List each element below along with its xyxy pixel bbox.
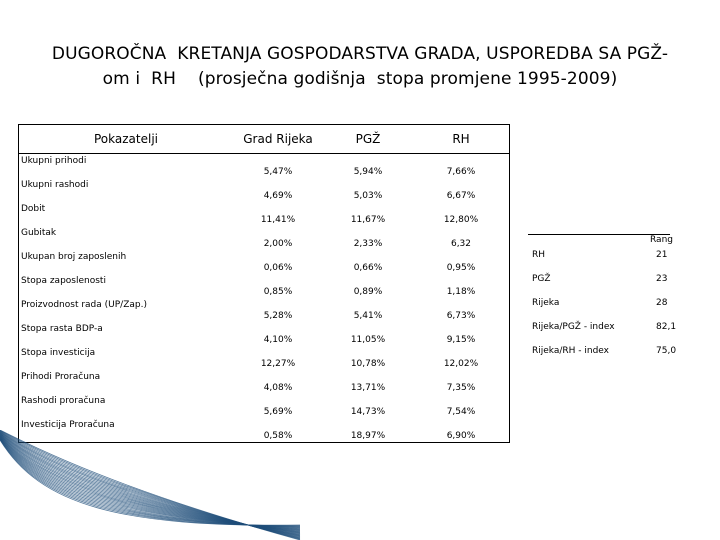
table-row [19, 250, 510, 274]
header-rh: RH [413, 125, 510, 154]
row-label: Investicija Proračuna [21, 420, 115, 430]
rank-name: Rijeka [532, 298, 560, 308]
row-label: Gubitak [21, 228, 57, 238]
table-row [19, 274, 510, 298]
value-pgz: 5,94% [353, 167, 383, 177]
value-grad-rijeka: 0,06% [263, 263, 293, 273]
value-pgz: 11,67% [350, 215, 386, 225]
table-row [19, 226, 510, 250]
value-rh: 6,73% [446, 311, 476, 321]
value-pgz: 0,89% [353, 287, 383, 297]
rank-value: 75,0 [656, 346, 677, 356]
value-rh: 7,35% [446, 383, 476, 393]
table-row [19, 178, 510, 202]
decorative-wave-line [0, 436, 300, 531]
value-grad-rijeka: 4,08% [263, 383, 293, 393]
value-rh: 6,32 [450, 239, 472, 249]
value-grad-rijeka: 0,58% [263, 431, 293, 441]
row-label: Ukupni prihodi [21, 156, 87, 166]
value-rh: 6,90% [446, 431, 476, 441]
row-label: Stopa investicija [21, 348, 96, 358]
value-rh: 6,67% [446, 191, 476, 201]
value-pgz: 14,73% [350, 407, 386, 417]
row-label: Dobit [21, 204, 46, 214]
value-grad-rijeka: 5,47% [263, 167, 293, 177]
value-pgz: 10,78% [350, 359, 386, 369]
decorative-wave-lines [0, 430, 720, 540]
title-line-2: om i RH (prosječna godišnja stopa promjene 1995-2009) [102, 69, 618, 89]
rank-row [528, 296, 686, 320]
value-pgz: 18,97% [350, 431, 386, 441]
rank-name: Rijeka/PGŽ - index [532, 322, 615, 332]
row-label: Ukupni rashodi [21, 180, 89, 190]
value-pgz: 11,05% [350, 335, 386, 345]
table-row [19, 322, 510, 346]
rank-name: Rijeka/RH - index [532, 346, 610, 356]
row-label: Prihodi Proračuna [21, 372, 101, 382]
table-row [19, 298, 510, 322]
rank-header: Rang [650, 235, 673, 245]
rank-value: 82,1 [656, 322, 677, 332]
row-label: Rashodi proračuna [21, 396, 106, 406]
value-grad-rijeka: 11,41% [260, 215, 296, 225]
table-row [19, 154, 510, 179]
rank-table-body [528, 248, 686, 368]
value-pgz: 0,66% [353, 263, 383, 273]
rank-row [528, 320, 686, 344]
row-label: Stopa rasta BDP-a [21, 324, 103, 334]
value-grad-rijeka: 5,69% [263, 407, 293, 417]
value-grad-rijeka: 0,85% [263, 287, 293, 297]
decorative-wave-line [0, 430, 300, 539]
value-grad-rijeka: 12,27% [260, 359, 296, 369]
row-label: Stopa zaposlenosti [21, 276, 106, 286]
value-grad-rijeka: 4,10% [263, 335, 293, 345]
header-grad-rijeka: Grad Rijeka [233, 125, 323, 154]
title-line-1: DUGOROČNA KRETANJA GOSPODARSTVA GRADA, USPOREDBA SA PGŽ- [51, 44, 669, 64]
value-rh: 0,95% [446, 263, 476, 273]
value-rh: 12,02% [443, 359, 479, 369]
rank-value: 28 [656, 298, 668, 308]
rank-row [528, 344, 686, 368]
value-pgz: 5,41% [353, 311, 383, 321]
value-rh: 1,18% [446, 287, 476, 297]
row-label: Ukupan broj zaposlenih [21, 252, 127, 262]
value-pgz: 5,03% [353, 191, 383, 201]
decorative-wave-line [0, 431, 300, 538]
header-pgz: PGŽ [323, 125, 413, 154]
rank-value: 23 [656, 274, 668, 284]
value-grad-rijeka: 5,28% [263, 311, 293, 321]
rank-row [528, 272, 686, 296]
row-label: Proizvodnost rada (UP/Zap.) [21, 300, 147, 310]
rank-name: PGŽ [532, 274, 551, 284]
table-row [19, 394, 510, 418]
rank-table [528, 248, 686, 368]
value-rh: 7,54% [446, 407, 476, 417]
value-rh: 7,66% [446, 167, 476, 177]
indicators-table [18, 124, 510, 443]
rank-divider [528, 234, 670, 235]
decorative-wave-line [0, 431, 300, 539]
table-row [19, 370, 510, 394]
table-row [19, 346, 510, 370]
decorative-wave-line [0, 432, 300, 538]
header-indicators: Pokazatelji [19, 125, 234, 154]
value-pgz: 13,71% [350, 383, 386, 393]
value-rh: 9,15% [446, 335, 476, 345]
value-grad-rijeka: 2,00% [263, 239, 293, 249]
rank-name: RH [532, 250, 546, 260]
page-title [0, 42, 720, 92]
rank-value: 21 [656, 250, 668, 260]
rank-row [528, 248, 686, 272]
value-grad-rijeka: 4,69% [263, 191, 293, 201]
value-rh: 12,80% [443, 215, 479, 225]
value-pgz: 2,33% [353, 239, 383, 249]
table-body [19, 154, 510, 443]
table-row [19, 202, 510, 226]
table-header-row [19, 125, 510, 154]
